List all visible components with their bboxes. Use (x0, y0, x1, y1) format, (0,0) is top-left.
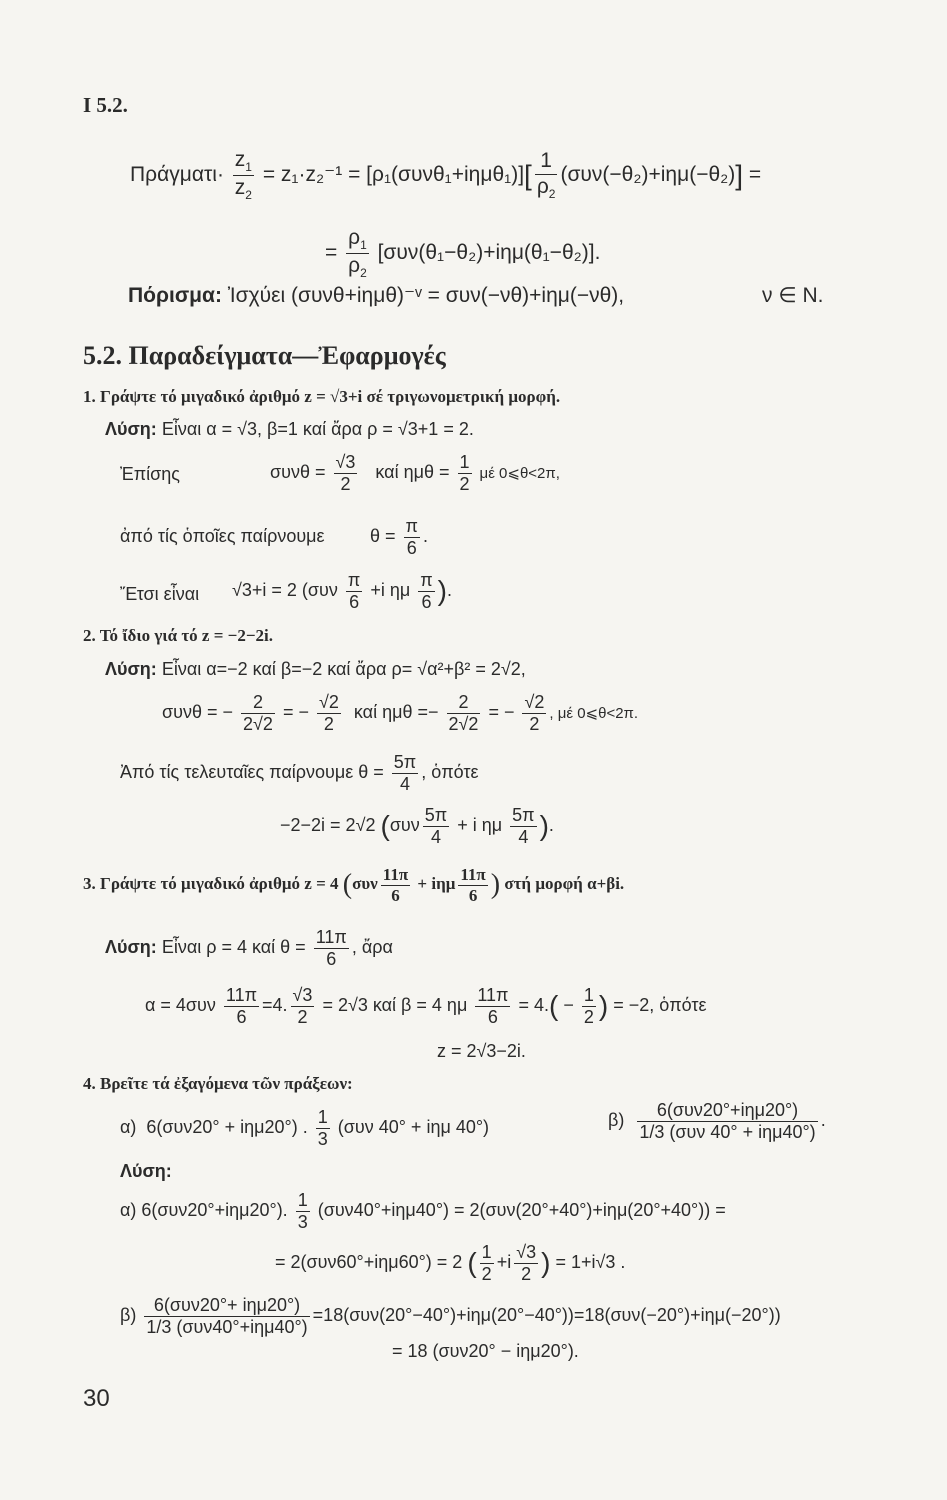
example-1-theta: θ = $\frac{\pi}{6}$ . (370, 516, 428, 558)
example-2-trig-line: συνθ = − $\frac{2}{2√2}$ = − $\frac{√2}{2}$ καί ημθ =− $\frac{2}{2√2}$ = − $\frac{√2}{2}$ , μέ 0⩽θ<2π. (162, 692, 639, 734)
corollary-line (128, 285, 624, 306)
example-4-prompt: 4. Βρεῖτε τά ἐξαγόμενα τῶν πράξεων: (83, 1074, 353, 1093)
corollary-condition: ν ∈ N. (762, 284, 824, 307)
fraction-5pi-4: $\frac{5\pi}{4}$ (393, 752, 417, 794)
example-4-solution-b: β) 6(συν20°+ iημ20°) 1/3 (συν40°+iημ40°) =18(συν(20°−40°)+iημ(20°−40°))=18(συν(−20°)+iημ(−20°)) (120, 1295, 781, 1337)
fraction-1-2-sa: $\frac{1}{2}$ (481, 1242, 492, 1284)
fraction-2-2sqrt2-sin: $\frac{2}{2√2}$ (448, 692, 479, 734)
fraction-pi-6-sin: $\frac{\pi}{6}$ (420, 570, 433, 612)
proof-expression-1: = z₁·z₂⁻¹ = [ρ₁(συνθ₁+iημθ₁)] (262, 163, 525, 187)
fraction-pi-6-cos: $\frac{\pi}{6}$ (347, 570, 361, 612)
example-1-solution-text: Εἶναι α = √3, β=1 καί ἄρα ρ = √3+1 = 2. (161, 419, 474, 439)
fraction-rho1-rho2: $\frac{\rho_1}{\rho_2}$ (348, 226, 367, 281)
example-3-solution-label: Λύση: (105, 936, 157, 957)
example-2-theta: Ἀπό τίς τελευταῖες παίρνουμε θ = $\frac{5\pi}{4}$ , ὁπότε (120, 752, 479, 794)
example-2-solution-label: Λύση: (105, 659, 157, 679)
example-3-z-result: z = 2√3−2i. (437, 1041, 526, 1061)
proof-line-1: Πράγματι· $\frac{z_1}{z_2}$ = z₁·z₂⁻¹ = [ρ₁(συνθ₁+iημθ₁)][ $\frac{1}{\rho_2}$ (συν(−θ₂)+iημ(−θ₂)] = (130, 148, 762, 203)
example-1-prompt: 1. Γράψτε τό μιγαδικό ἀριθμό z = √3+i σέ τριγωνομετρική μορφή. (83, 387, 561, 406)
theta-range: μέ 0⩽θ<2π, (479, 464, 560, 482)
example-1-result: √3+i = 2 (συν $\frac{\pi}{6}$ +i ημ $\frac{\pi}{6}$ ). (232, 570, 453, 612)
example-2-solution (105, 660, 526, 678)
fraction-1-3-a: $\frac{1}{3}$ (317, 1107, 328, 1149)
fraction-1-3-sa: $\frac{1}{3}$ (297, 1190, 308, 1232)
cos-theta-lhs: συνθ = (270, 461, 326, 482)
fraction-5pi-4-cos: $\frac{5\pi}{4}$ (424, 805, 448, 847)
section-title: 5.2. Παραδείγματα—Ἐφαρμογές (83, 341, 446, 370)
fraction-b-expression: 6(συν20°+iημ20°) 1/3 (συν 40° + iημ40°) (639, 1100, 816, 1142)
example-2-solution-text: Εἶναι α=−2 καί β=−2 καί ἄρα ρ= √α²+β² = 2√2, (161, 659, 526, 679)
sin-theta-lhs: καί ημθ = (375, 461, 450, 482)
proof-line-2: = $\frac{\rho_1}{\rho_2}$ [συν(θ₁−θ₂)+iημ(θ₁−θ₂)]. (325, 226, 601, 281)
example-4-part-b: β) 6(συν20°+iημ20°) 1/3 (συν 40° + iημ40°) . (608, 1100, 826, 1142)
fraction-sqrt3-2-sa: $\frac{√3}{2}$ (516, 1242, 537, 1284)
example-1-from-which: ἀπό τίς ὁποῖες παίρνουμε (120, 526, 325, 546)
example-1-solution (105, 420, 474, 438)
example-4-solution-a: α) 6(συν20°+iημ20°). $\frac{1}{3}$ (συν40°+iημ40°) = 2(συν(20°+40°)+iημ(20°+40°)) = (120, 1190, 726, 1232)
fraction-sqrt2-2-sin: $\frac{√2}{2}$ (524, 692, 545, 734)
fraction-1-rho2: $\frac{1}{\rho_2}$ (536, 149, 556, 201)
proof-label: Πράγματι· (130, 163, 224, 187)
example-1-solution-label: Λύση: (105, 419, 157, 439)
fraction-sqrt3-2: $\frac{√3}{2}$ (335, 452, 356, 494)
proof-expression-2: [συν(θ₁−θ₂)+iημ(θ₁−θ₂)]. (377, 241, 601, 265)
fraction-sqrt3-2-alpha: $\frac{√3}{2}$ (292, 985, 313, 1027)
fraction-1-2: $\frac{1}{2}$ (459, 452, 470, 494)
fraction-sqrt2-2-cos: $\frac{√2}{2}$ (318, 692, 339, 734)
example-4-part-a: α) 6(συν20° + iημ20°) . $\frac{1}{3}$ (συν 40° + iημ 40°) (120, 1107, 490, 1149)
fraction-11pi-6-prompt-sin: $\frac{11\pi}{6}$ (460, 865, 486, 905)
fraction-2-2sqrt2-cos: $\frac{2}{2√2}$ (243, 692, 273, 734)
example-1-thus: Ἔτσι εἶναι (120, 584, 200, 604)
corollary-text: Ἰσχύει (συνθ+iημθ)⁻ᵛ = συν(−νθ)+iημ(−νθ), (227, 284, 625, 307)
example-2-prompt: 2. Τό ἴδιο γιά τό z = −2−2i. (83, 626, 273, 645)
fraction-5pi-4-sin: $\frac{5\pi}{4}$ (512, 805, 535, 847)
fraction-sb-expression: 6(συν20°+ iημ20°) 1/3 (συν40°+iημ40°) (146, 1295, 308, 1337)
example-4-solution-label: Λύση: (120, 1161, 172, 1181)
fraction-11pi-6-theta: $\frac{11\pi}{6}$ (315, 927, 347, 969)
example-3-alpha-beta: α = 4συν $\frac{11\pi}{6}$ =4. $\frac{√3}{2}$ = 2√3 καί β = 4 ημ $\frac{11\pi}{6}$ = 4.( − $\frac{1}{2}$ ) = −2, ὁπότε (145, 985, 707, 1027)
proof-expression-1b: (συν(−θ₂)+iημ(−θ₂) (560, 163, 736, 187)
fraction-pi-6: $\frac{\pi}{6}$ (405, 516, 418, 558)
page-number: 30 (83, 1385, 110, 1412)
fraction-11pi-6-alpha: $\frac{11\pi}{6}$ (225, 985, 258, 1027)
fraction-11pi-6-beta: $\frac{11\pi}{6}$ (477, 985, 509, 1027)
example-1-trig-line (270, 452, 560, 494)
example-3-prompt: 3. Γράψτε τό μιγαδικό ἀριθμό z = 4 (συν $\frac{11\pi}{6}$ + iημ $\frac{11\pi}{6}$ ) στή μορφή α+βi. (83, 865, 625, 905)
example-2-result: −2−2i = 2√2 (συν $\frac{5\pi}{4}$ + i ημ $\frac{5\pi}{4}$ ). (280, 805, 554, 847)
example-1-also: Ἐπίσης (120, 464, 180, 484)
example-4-solution-b-final: = 18 (συν20° − iημ20°). (392, 1341, 579, 1361)
fraction-1-2-beta: $\frac{1}{2}$ (583, 985, 594, 1027)
example-4-solution-a-cont: = 2(συν60°+iημ60°) = 2 ( $\frac{1}{2}$ +i $\frac{√3}{2}$ ) = 1+i√3 . (275, 1242, 626, 1284)
fraction-11pi-6-prompt-cos: $\frac{11\pi}{6}$ (382, 865, 409, 905)
section-header: Ι 5.2. (83, 93, 128, 117)
corollary-label: Πόρισμα: (128, 284, 222, 307)
example-3-solution: Λύση: Εἶναι ρ = 4 καί θ = $\frac{11\pi}{6}$ , ἄρα (105, 927, 393, 969)
fraction-z1-z2: $\frac{z_1}{z_2}$ (234, 148, 252, 203)
